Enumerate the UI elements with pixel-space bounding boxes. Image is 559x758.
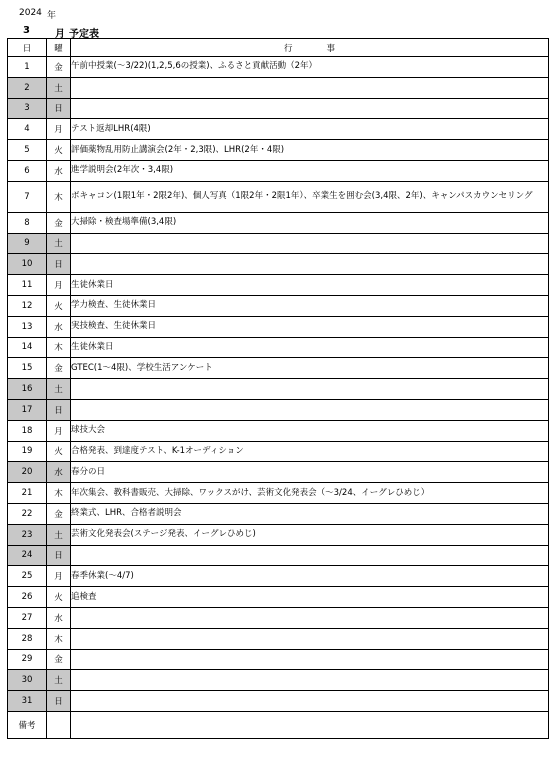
event-cell: 評価薬物乱用防止講演会(2年・2,3限)、LHR(2年・4限) [71,140,549,161]
event-cell: 芸術文化発表会(ステージ発表、イーグレひめじ) [71,524,549,545]
table-row [8,98,549,119]
table-row [8,57,549,78]
day-cell: 21 [8,483,47,504]
day-cell: 30 [8,670,47,691]
table-row [8,379,549,400]
event-cell: 年次集会、教科書販売、大掃除、ワックスがけ、芸術文化発表会（～3/24、イーグレひめじ） [71,483,549,504]
table-row [8,295,549,316]
weekday-cell: 月 [47,119,71,140]
weekday-cell: 金 [47,212,71,233]
table-row [8,316,549,337]
event-cell [71,628,549,649]
day-cell: 2 [8,77,47,98]
weekday-cell: 月 [47,275,71,296]
event-cell [71,607,549,628]
table-row [8,140,549,161]
day-cell: 18 [8,420,47,441]
day-cell: 24 [8,545,47,566]
day-cell: 17 [8,399,47,420]
weekday-cell: 日 [47,254,71,275]
weekday-cell: 金 [47,358,71,379]
weekday-cell: 日 [47,691,71,712]
event-cell: 球技大会 [71,420,549,441]
page-title: 予定表 [69,29,99,40]
weekday-cell: 日 [47,399,71,420]
day-cell: 20 [8,462,47,483]
weekday-cell: 火 [47,295,71,316]
day-cell: 16 [8,379,47,400]
event-cell [71,399,549,420]
event-cell [71,379,549,400]
day-cell: 15 [8,358,47,379]
event-cell: ボキャコン(1限1年・2限2年)、個人写真（1限2年・2限1年）、卒業生を囲む会(3,4限、2年)、キャンパスカウンセリング [71,181,549,212]
weekday-cell: 金 [47,649,71,670]
weekday-cell: 火 [47,441,71,462]
weekday-cell: 水 [47,316,71,337]
weekday-cell: 火 [47,587,71,608]
event-cell: 生徒休業日 [71,337,549,358]
table-row [8,503,549,524]
weekday-cell: 水 [47,462,71,483]
table-row [8,337,549,358]
day-cell: 22 [8,503,47,524]
notes-spacer [47,711,71,738]
day-cell: 10 [8,254,47,275]
weekday-cell: 水 [47,607,71,628]
day-cell: 7 [8,181,47,212]
table-row [8,483,549,504]
day-cell: 14 [8,337,47,358]
schedule-table [7,38,549,739]
event-cell [71,691,549,712]
weekday-cell: 日 [47,545,71,566]
day-cell: 26 [8,587,47,608]
weekday-cell: 土 [47,233,71,254]
table-row [8,607,549,628]
table-row [8,254,549,275]
weekday-cell: 水 [47,160,71,181]
day-cell: 3 [8,98,47,119]
table-row [8,524,549,545]
day-cell: 28 [8,628,47,649]
event-cell [71,77,549,98]
event-cell: 合格発表、到達度テスト、K-1オーディション [71,441,549,462]
year-value: 2024 [19,8,42,18]
day-cell: 19 [8,441,47,462]
day-cell: 23 [8,524,47,545]
weekday-cell: 土 [47,379,71,400]
notes-label: 備考 [8,711,47,738]
table-row [8,119,549,140]
event-cell: 春季休業(～4/7) [71,566,549,587]
month-value: 3 [23,25,30,36]
weekday-cell: 火 [47,140,71,161]
table-row [8,649,549,670]
day-cell: 13 [8,316,47,337]
notes-value [71,711,549,738]
weekday-cell: 月 [47,566,71,587]
event-cell [71,545,549,566]
table-row [8,181,549,212]
table-row [8,212,549,233]
event-cell: GTEC(1～4限)、学校生活アンケート [71,358,549,379]
table-row [8,77,549,98]
weekday-cell: 木 [47,483,71,504]
weekday-cell: 木 [47,628,71,649]
table-header-row [8,39,549,57]
table-row [8,160,549,181]
year-suffix: 年 [47,11,57,21]
table-row [8,358,549,379]
table-row [8,233,549,254]
weekday-cell: 木 [47,181,71,212]
event-cell [71,98,549,119]
weekday-cell: 土 [47,670,71,691]
table-row [8,566,549,587]
weekday-cell: 日 [47,98,71,119]
day-cell: 5 [8,140,47,161]
event-cell: 進学説明会(2年次・3,4限) [71,160,549,181]
day-cell: 4 [8,119,47,140]
weekday-cell: 木 [47,337,71,358]
table-row [8,587,549,608]
schedule-header [0,0,559,40]
day-cell: 12 [8,295,47,316]
table-row [8,275,549,296]
event-cell [71,670,549,691]
table-row [8,420,549,441]
table-row [8,399,549,420]
day-cell: 25 [8,566,47,587]
event-cell [71,254,549,275]
column-header-event: 行 事 [71,39,549,57]
day-cell: 1 [8,57,47,78]
day-cell: 6 [8,160,47,181]
weekday-cell: 金 [47,503,71,524]
event-cell: 大掃除・検査場準備(3,4限) [71,212,549,233]
column-header-weekday: 曜 [47,39,71,57]
column-header-day: 日 [8,39,47,57]
weekday-cell: 土 [47,77,71,98]
event-cell: 午前中授業(～3/22)(1,2,5,6の授業)、ふるさと貢献活動（2年） [71,57,549,78]
event-cell [71,233,549,254]
event-cell: 学力検査、生徒休業日 [71,295,549,316]
day-cell: 29 [8,649,47,670]
table-row [8,628,549,649]
month-suffix: 月 [55,29,65,40]
notes-row [8,711,549,738]
table-row [8,462,549,483]
table-row [8,545,549,566]
event-cell: 終業式、LHR、合格者説明会 [71,503,549,524]
table-row [8,441,549,462]
table-row [8,670,549,691]
event-cell: 生徒休業日 [71,275,549,296]
event-cell: 春分の日 [71,462,549,483]
day-cell: 27 [8,607,47,628]
day-cell: 8 [8,212,47,233]
event-cell: 実技検査、生徒休業日 [71,316,549,337]
event-cell: 追検査 [71,587,549,608]
table-row [8,691,549,712]
weekday-cell: 月 [47,420,71,441]
day-cell: 9 [8,233,47,254]
event-cell [71,649,549,670]
day-cell: 31 [8,691,47,712]
event-cell: テスト返却LHR(4限) [71,119,549,140]
schedule-rows [8,57,549,712]
weekday-cell: 金 [47,57,71,78]
day-cell: 11 [8,275,47,296]
weekday-cell: 土 [47,524,71,545]
